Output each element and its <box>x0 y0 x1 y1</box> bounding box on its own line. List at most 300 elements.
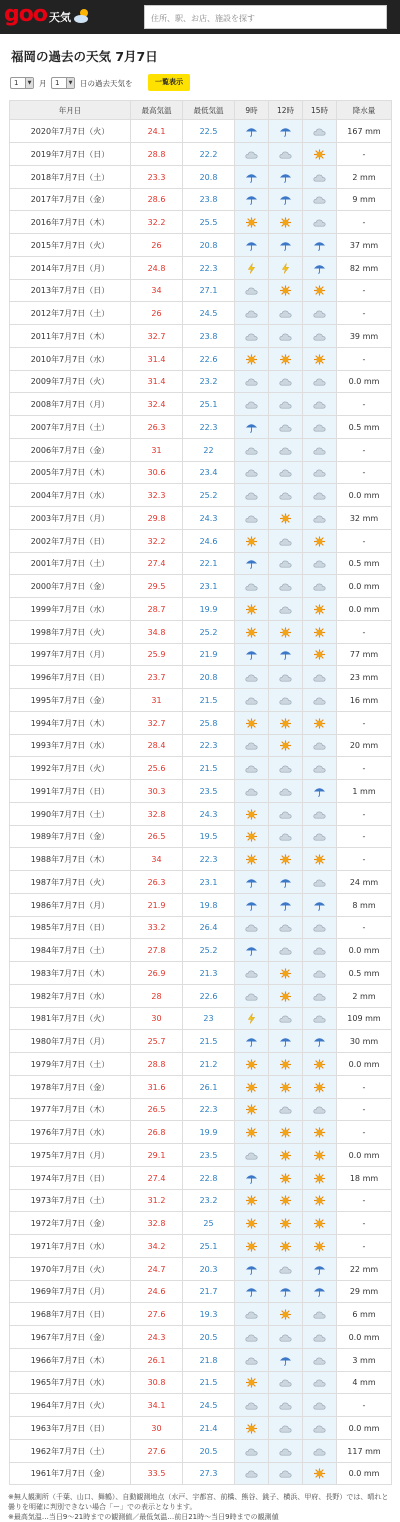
rain-icon <box>313 263 326 274</box>
sun-icon <box>313 1059 326 1070</box>
date-cell: 1995年7月7日（金） <box>10 689 131 712</box>
high-temp-cell: 29.8 <box>131 507 183 530</box>
cloud-icon <box>245 445 258 456</box>
cloud-icon <box>245 376 258 387</box>
table-row <box>10 917 392 939</box>
cloud-icon <box>313 877 326 888</box>
cloud-icon <box>245 513 258 524</box>
weather-cell <box>269 1076 303 1099</box>
high-temp-cell: 24.8 <box>131 257 183 280</box>
low-temp-cell: 23.5 <box>183 780 235 803</box>
cloud-icon <box>245 763 258 774</box>
date-cell: 2003年7月7日（月） <box>10 507 131 530</box>
cloud-icon <box>279 695 292 706</box>
low-temp-cell: 21.2 <box>183 1053 235 1076</box>
rain-icon <box>279 900 292 911</box>
cloud-icon <box>313 1355 326 1366</box>
low-temp-cell: 22.3 <box>183 416 235 439</box>
low-temp-cell: 25.1 <box>183 393 235 416</box>
date-cell: 2011年7月7日（木） <box>10 325 131 348</box>
sun-icon <box>279 968 292 979</box>
cloud-icon <box>245 581 258 592</box>
date-cell: 1993年7月7日（水） <box>10 735 131 757</box>
table-row <box>10 689 392 712</box>
precip-cell: 4 mm <box>337 1372 392 1394</box>
date-cell: 2013年7月7日（日） <box>10 280 131 302</box>
weather-cell <box>303 1212 337 1235</box>
weather-cell <box>303 302 337 325</box>
precip-cell: 0.0 mm <box>337 939 392 962</box>
weather-cell <box>235 689 269 712</box>
high-temp-cell: 32.2 <box>131 530 183 553</box>
high-temp-cell: 33.5 <box>131 1463 183 1485</box>
high-temp-cell: 28.8 <box>131 1053 183 1076</box>
precip-cell: 167 mm <box>337 120 392 143</box>
precip-cell: 39 mm <box>337 325 392 348</box>
table-row <box>10 1212 392 1235</box>
high-temp-cell: 33.2 <box>131 917 183 939</box>
date-cell: 2005年7月7日（木） <box>10 462 131 484</box>
sun-icon <box>279 217 292 228</box>
weather-cell <box>235 439 269 462</box>
rain-icon <box>245 945 258 956</box>
weather-cell <box>303 871 337 894</box>
low-temp-cell: 22.3 <box>183 735 235 757</box>
table-row <box>10 1417 392 1440</box>
weather-cell <box>303 1144 337 1167</box>
high-temp-cell: 24.1 <box>131 120 183 143</box>
weather-cell <box>269 416 303 439</box>
sun-icon <box>245 1104 258 1115</box>
cloud-icon <box>313 422 326 433</box>
weather-cell <box>303 120 337 143</box>
brand-text[interactable]: 天気 <box>49 11 71 24</box>
low-temp-cell: 20.8 <box>183 234 235 257</box>
weather-cell <box>303 780 337 803</box>
weather-cell <box>235 348 269 371</box>
table-row <box>10 462 392 484</box>
sun-icon <box>313 718 326 729</box>
precip-cell: 0.5 mm <box>337 962 392 985</box>
month-select[interactable]: 1 ▼ <box>10 77 34 89</box>
weather-cell <box>269 1258 303 1281</box>
high-temp-cell: 32.3 <box>131 484 183 507</box>
high-temp-cell: 32.8 <box>131 803 183 826</box>
weather-cell <box>303 1417 337 1440</box>
weather-cell <box>269 575 303 598</box>
weather-cell <box>269 348 303 371</box>
search-input[interactable]: 住所、駅、お店、施設を探す <box>144 5 387 29</box>
weather-cell <box>235 257 269 280</box>
weather-cell <box>269 962 303 985</box>
table-row <box>10 757 392 780</box>
weather-cell <box>269 120 303 143</box>
high-temp-cell: 29.5 <box>131 575 183 598</box>
cloud-icon <box>313 922 326 933</box>
high-temp-cell: 29.1 <box>131 1144 183 1167</box>
rain-icon <box>313 900 326 911</box>
weather-cell <box>269 1326 303 1349</box>
weather-cell <box>303 644 337 666</box>
weather-cell <box>235 621 269 644</box>
weather-cell <box>235 712 269 735</box>
cloud-icon <box>245 285 258 296</box>
table-row <box>10 234 392 257</box>
date-cell: 2020年7月7日（火） <box>10 120 131 143</box>
weather-cell <box>235 1372 269 1394</box>
high-temp-cell: 28.8 <box>131 143 183 166</box>
date-cell: 1963年7月7日（日） <box>10 1417 131 1440</box>
low-temp-cell: 25.1 <box>183 1235 235 1258</box>
low-temp-cell: 24.3 <box>183 803 235 826</box>
weather-cell <box>303 1008 337 1030</box>
weather-cell <box>269 302 303 325</box>
weather-cell <box>235 1303 269 1326</box>
weather-cell <box>269 939 303 962</box>
sun-icon <box>245 604 258 615</box>
weather-cell <box>235 1212 269 1235</box>
rain-icon <box>245 126 258 137</box>
weather-cell <box>269 780 303 803</box>
high-temp-cell: 28.7 <box>131 598 183 621</box>
low-temp-cell: 27.3 <box>183 1463 235 1485</box>
date-cell: 2016年7月7日（木） <box>10 211 131 234</box>
sun-icon <box>279 854 292 865</box>
weather-cell <box>235 416 269 439</box>
precip-cell: 0.0 mm <box>337 598 392 621</box>
rain-icon <box>245 194 258 205</box>
precip-cell: 109 mm <box>337 1008 392 1030</box>
cloud-icon <box>313 581 326 592</box>
sun-icon <box>313 285 326 296</box>
weather-cell <box>303 917 337 939</box>
precip-cell: - <box>337 211 392 234</box>
sun-icon <box>245 1218 258 1229</box>
low-temp-cell: 21.5 <box>183 689 235 712</box>
table-row <box>10 871 392 894</box>
date-cell: 1974年7月7日（日） <box>10 1167 131 1190</box>
weather-cell <box>303 598 337 621</box>
weather-cell <box>269 644 303 666</box>
weather-cell <box>303 1258 337 1281</box>
table-row <box>10 507 392 530</box>
precip-cell: - <box>337 1121 392 1144</box>
low-temp-cell: 22.3 <box>183 257 235 280</box>
weather-cell <box>269 1144 303 1167</box>
precip-cell: 0.0 mm <box>337 484 392 507</box>
precip-cell: - <box>337 439 392 462</box>
low-temp-cell: 21.5 <box>183 757 235 780</box>
date-cell: 1999年7月7日（水） <box>10 598 131 621</box>
cloud-icon <box>313 513 326 524</box>
high-temp-cell: 34.1 <box>131 1394 183 1417</box>
show-list-button[interactable]: 一覧表示 <box>148 74 190 91</box>
sun-icon <box>313 627 326 638</box>
precip-cell: 2 mm <box>337 985 392 1008</box>
weather-cell <box>269 553 303 575</box>
weather-cell <box>269 1190 303 1212</box>
weather-cell <box>235 280 269 302</box>
sun-icon <box>279 285 292 296</box>
weather-cell <box>235 371 269 393</box>
date-cell: 1965年7月7日（水） <box>10 1372 131 1394</box>
cloud-icon <box>279 1104 292 1115</box>
table-row <box>10 848 392 871</box>
precip-cell: 6 mm <box>337 1303 392 1326</box>
cloud-icon <box>313 172 326 183</box>
weather-cell <box>303 939 337 962</box>
weather-cell <box>269 1417 303 1440</box>
weather-cell <box>303 803 337 826</box>
cloud-icon <box>279 1264 292 1275</box>
cloud-icon <box>245 308 258 319</box>
sun-icon <box>279 627 292 638</box>
high-temp-cell: 26.8 <box>131 1121 183 1144</box>
weather-cell <box>269 598 303 621</box>
cloud-icon <box>313 945 326 956</box>
day-label: 日の過去天気を <box>80 79 133 88</box>
sun-icon <box>245 354 258 365</box>
weather-cell <box>269 1394 303 1417</box>
sun-icon <box>245 1241 258 1252</box>
rain-icon <box>245 558 258 569</box>
rain-icon <box>245 649 258 660</box>
sun-icon <box>245 1059 258 1070</box>
low-temp-cell: 21.5 <box>183 1030 235 1053</box>
sun-icon <box>279 1218 292 1229</box>
high-temp-cell: 26.3 <box>131 871 183 894</box>
rain-icon <box>279 172 292 183</box>
weather-cell <box>269 848 303 871</box>
date-cell: 1977年7月7日（木） <box>10 1099 131 1121</box>
date-cell: 1994年7月7日（木） <box>10 712 131 735</box>
date-cell: 2007年7月7日（土） <box>10 416 131 439</box>
weather-cell <box>303 985 337 1008</box>
date-cell: 1985年7月7日（日） <box>10 917 131 939</box>
high-temp-cell: 26.5 <box>131 1099 183 1121</box>
weather-cell <box>269 189 303 211</box>
date-cell: 2008年7月7日（月） <box>10 393 131 416</box>
low-temp-cell: 20.8 <box>183 166 235 189</box>
weather-cell <box>303 189 337 211</box>
weather-cell <box>269 1372 303 1394</box>
table-row <box>10 1235 392 1258</box>
cloud-icon <box>245 786 258 797</box>
precip-cell: 16 mm <box>337 689 392 712</box>
cloud-icon <box>279 376 292 387</box>
weather-cell <box>303 689 337 712</box>
date-cell: 2017年7月7日（金） <box>10 189 131 211</box>
cloud-icon <box>245 922 258 933</box>
weather-cell <box>303 894 337 917</box>
table-row <box>10 280 392 302</box>
high-temp-cell: 32.8 <box>131 1212 183 1235</box>
low-temp-cell: 24.3 <box>183 507 235 530</box>
high-temp-cell: 32.7 <box>131 712 183 735</box>
table-row <box>10 666 392 689</box>
header-precip: 降水量 <box>337 101 392 120</box>
date-cell: 1998年7月7日（火） <box>10 621 131 644</box>
cloud-icon <box>245 149 258 160</box>
cloud-icon <box>245 1446 258 1457</box>
sun-icon <box>279 1241 292 1252</box>
date-cell: 1991年7月7日（日） <box>10 780 131 803</box>
rain-icon <box>245 1264 258 1275</box>
high-temp-cell: 25.7 <box>131 1030 183 1053</box>
low-temp-cell: 19.5 <box>183 826 235 848</box>
weather-cell <box>269 803 303 826</box>
cloud-icon <box>313 445 326 456</box>
low-temp-cell: 22 <box>183 439 235 462</box>
date-cell: 1962年7月7日（土） <box>10 1440 131 1463</box>
high-temp-cell: 31.4 <box>131 348 183 371</box>
weather-cell <box>235 1167 269 1190</box>
low-temp-cell: 23.2 <box>183 371 235 393</box>
rain-icon <box>245 900 258 911</box>
low-temp-cell: 23.1 <box>183 871 235 894</box>
weather-cell <box>303 962 337 985</box>
precip-cell: - <box>337 712 392 735</box>
top-bar <box>0 0 400 34</box>
table-row <box>10 1463 392 1485</box>
cloud-icon <box>245 1309 258 1320</box>
weather-cell <box>269 257 303 280</box>
cloud-icon <box>245 1400 258 1411</box>
weather-cell <box>269 439 303 462</box>
cloud-icon <box>245 399 258 410</box>
cloud-icon <box>245 1468 258 1479</box>
cloud-icon <box>279 809 292 820</box>
weather-cell <box>303 1235 337 1258</box>
high-temp-cell: 26.5 <box>131 826 183 848</box>
cloud-icon <box>279 672 292 683</box>
weather-cell <box>235 1099 269 1121</box>
low-temp-cell: 25.2 <box>183 939 235 962</box>
sun-icon <box>313 1195 326 1206</box>
cloud-icon <box>313 1423 326 1434</box>
precip-cell: - <box>337 1235 392 1258</box>
rain-icon <box>313 1286 326 1297</box>
weather-cell <box>303 1440 337 1463</box>
weather-cell <box>269 894 303 917</box>
high-temp-cell: 23.7 <box>131 666 183 689</box>
thunder-icon <box>245 1013 258 1024</box>
cloud-icon <box>313 490 326 501</box>
cloud-icon <box>313 1377 326 1388</box>
high-temp-cell: 30 <box>131 1417 183 1440</box>
weather-cell <box>269 1008 303 1030</box>
table-row <box>10 1099 392 1121</box>
weather-cell <box>235 962 269 985</box>
sun-icon <box>279 513 292 524</box>
weather-cell <box>235 939 269 962</box>
weather-cell <box>235 1258 269 1281</box>
footnotes <box>8 1492 394 1522</box>
weather-cell <box>269 484 303 507</box>
low-temp-cell: 22.3 <box>183 848 235 871</box>
weather-cell <box>303 1463 337 1485</box>
rain-icon <box>279 649 292 660</box>
table-row <box>10 1030 392 1053</box>
cloud-icon <box>279 1446 292 1457</box>
rain-icon <box>279 126 292 137</box>
sun-icon <box>279 1173 292 1184</box>
weather-cell <box>235 530 269 553</box>
cloud-icon <box>279 1377 292 1388</box>
page-title: 福岡の過去の天気 7月7日 <box>11 49 158 64</box>
weather-cell <box>235 644 269 666</box>
day-select[interactable]: 1 ▼ <box>51 77 75 89</box>
table-row <box>10 712 392 735</box>
weather-cell <box>235 393 269 416</box>
cloud-icon <box>279 467 292 478</box>
weather-cell <box>235 757 269 780</box>
table-row <box>10 644 392 666</box>
weather-cell <box>235 1440 269 1463</box>
cloud-icon <box>313 194 326 205</box>
low-temp-cell: 23.2 <box>183 1190 235 1212</box>
sun-icon <box>279 1127 292 1138</box>
weather-cell <box>303 166 337 189</box>
table-row <box>10 1258 392 1281</box>
weather-brand-icon <box>72 6 92 26</box>
sun-icon <box>279 1150 292 1161</box>
precip-cell: - <box>337 1099 392 1121</box>
precip-cell: 24 mm <box>337 871 392 894</box>
low-temp-cell: 22.6 <box>183 985 235 1008</box>
sun-icon <box>313 854 326 865</box>
chevron-down-icon: ▼ <box>25 78 33 88</box>
weather-cell <box>235 1235 269 1258</box>
date-cell: 2002年7月7日（日） <box>10 530 131 553</box>
weather-cell <box>235 1053 269 1076</box>
table-row <box>10 120 392 143</box>
low-temp-cell: 23.8 <box>183 189 235 211</box>
high-temp-cell: 31 <box>131 439 183 462</box>
high-temp-cell: 24.7 <box>131 1258 183 1281</box>
precip-cell: - <box>337 462 392 484</box>
high-temp-cell: 27.8 <box>131 939 183 962</box>
sun-icon <box>245 1423 258 1434</box>
weather-cell <box>269 507 303 530</box>
goo-logo[interactable]: goo <box>4 2 47 27</box>
table-row <box>10 211 392 234</box>
precip-cell: - <box>337 393 392 416</box>
high-temp-cell: 27.4 <box>131 1167 183 1190</box>
cloud-icon <box>313 695 326 706</box>
weather-cell <box>235 871 269 894</box>
weather-cell <box>303 848 337 871</box>
precip-cell: 9 mm <box>337 189 392 211</box>
weather-cell <box>235 1121 269 1144</box>
weather-cell <box>303 484 337 507</box>
precip-cell: 22 mm <box>337 1258 392 1281</box>
weather-cell <box>269 735 303 757</box>
sun-icon <box>313 1150 326 1161</box>
rain-icon <box>279 877 292 888</box>
sun-icon <box>313 649 326 660</box>
precip-cell: 0.0 mm <box>337 1463 392 1485</box>
high-temp-cell: 26.1 <box>131 1349 183 1372</box>
table-row <box>10 416 392 439</box>
weather-cell <box>269 1121 303 1144</box>
weather-cell <box>303 1372 337 1394</box>
high-temp-cell: 34.2 <box>131 1235 183 1258</box>
low-temp-cell: 22.6 <box>183 348 235 371</box>
cloud-icon <box>279 445 292 456</box>
cloud-icon <box>279 558 292 569</box>
weather-cell <box>235 917 269 939</box>
